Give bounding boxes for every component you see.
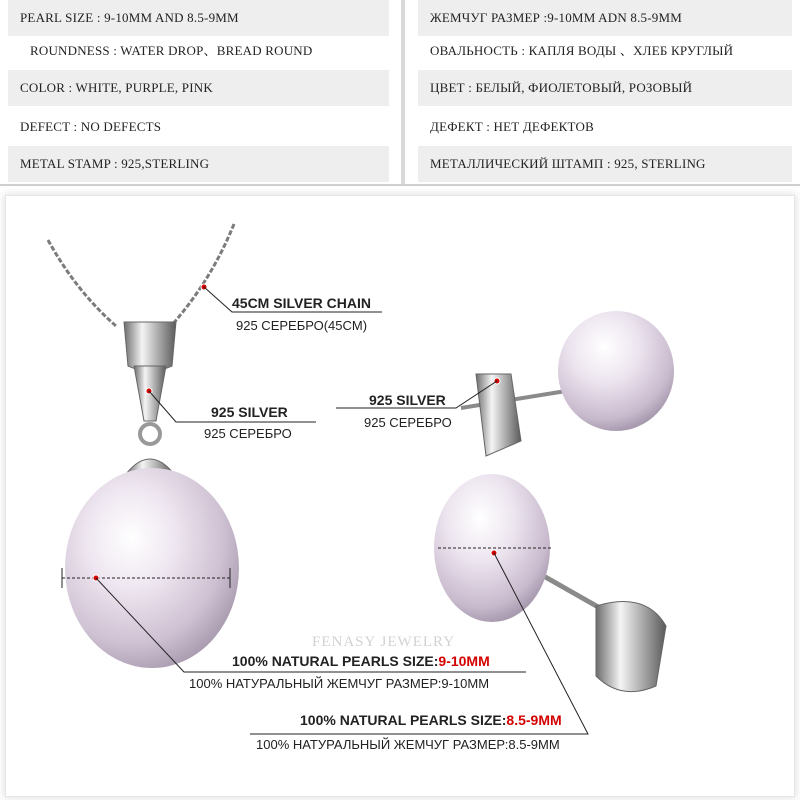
jewelry-illustration [6, 196, 794, 796]
product-panel [6, 196, 794, 796]
spec-text: ОВАЛЬНОСТЬ : КАПЛЯ ВОДЫ 、ХЛЕБ КРУГЛЫЙ [430, 42, 734, 58]
pendant-size-label-en [232, 653, 490, 669]
chain-label-ru: 925 СЕРЕБРО(45CM) [236, 318, 368, 333]
spec-text: PEARL SIZE : 9-10MM AND 8.5-9MM [20, 10, 239, 25]
spec-text: METAL STAMP : 925,STERLING [20, 156, 210, 171]
chain-label-en: 45CM SILVER CHAIN [232, 295, 371, 311]
pendant-silver-label-ru: 925 СЕРЕБРО [204, 426, 292, 441]
earring-pearl-bottom [434, 474, 550, 622]
earring-back [596, 602, 666, 692]
spec-text: COLOR : WHITE, PURPLE, PINK [20, 80, 213, 95]
spec-text: ЖЕМЧУГ РАЗМЕР :9-10MM ADN 8.5-9MM [430, 10, 682, 25]
earring-size-label-ru: 100% НАТУРАЛЬНЫЙ ЖЕМЧУГ РАЗМЕР:8.5-9MM [256, 737, 560, 752]
size-value: 9-10MM [438, 653, 490, 669]
spec-table [0, 0, 800, 186]
watermark: FENASY JEWELRY [312, 634, 456, 650]
spec-text: DEFECT : NO DEFECTS [20, 119, 162, 134]
spec-column-english [0, 0, 397, 186]
earring-size-label-en [300, 712, 562, 728]
spec-row [8, 70, 389, 106]
pendant-bail [124, 322, 176, 371]
size-value: 8.5-9MM [506, 712, 562, 728]
spec-row [8, 146, 389, 182]
pendant-size-label-ru: 100% НАТУРАЛЬНЫЙ ЖЕМЧУГ РАЗМЕР:9-10MM [189, 676, 490, 691]
size-prefix: 100% NATURAL PEARLS SIZE: [232, 653, 439, 669]
size-prefix: 100% NATURAL PEARLS SIZE: [300, 712, 507, 728]
spec-row [418, 146, 792, 182]
spec-row [418, 31, 792, 67]
spec-text: ROUNDNESS : WATER DROP、BREAD ROUND [30, 42, 313, 58]
spec-row [8, 109, 389, 145]
spec-row [418, 70, 792, 106]
table-bottom-border [0, 184, 800, 186]
spec-column-russian [410, 0, 800, 186]
earring-silver-label-ru: 925 СЕРЕБРО [364, 415, 452, 430]
silver-chain [48, 224, 234, 326]
spec-text: МЕТАЛЛИЧЕСКИЙ ШТАМП : 925, STERLING [430, 156, 706, 171]
earring-silver-label-en: 925 SILVER [369, 392, 446, 408]
spec-text: ЦВЕТ : БЕЛЫЙ, ФИОЛЕТОВЫЙ, РОЗОВЫЙ [430, 80, 693, 95]
spec-row [8, 31, 389, 67]
column-divider [401, 0, 405, 186]
earring-pearl-top [558, 311, 674, 431]
pendant-silver-label-en: 925 SILVER [211, 404, 288, 420]
earring-back [476, 374, 521, 456]
spec-row [418, 109, 792, 145]
spec-text: ДЕФЕКТ : НЕТ ДЕФЕКТОВ [430, 119, 594, 134]
